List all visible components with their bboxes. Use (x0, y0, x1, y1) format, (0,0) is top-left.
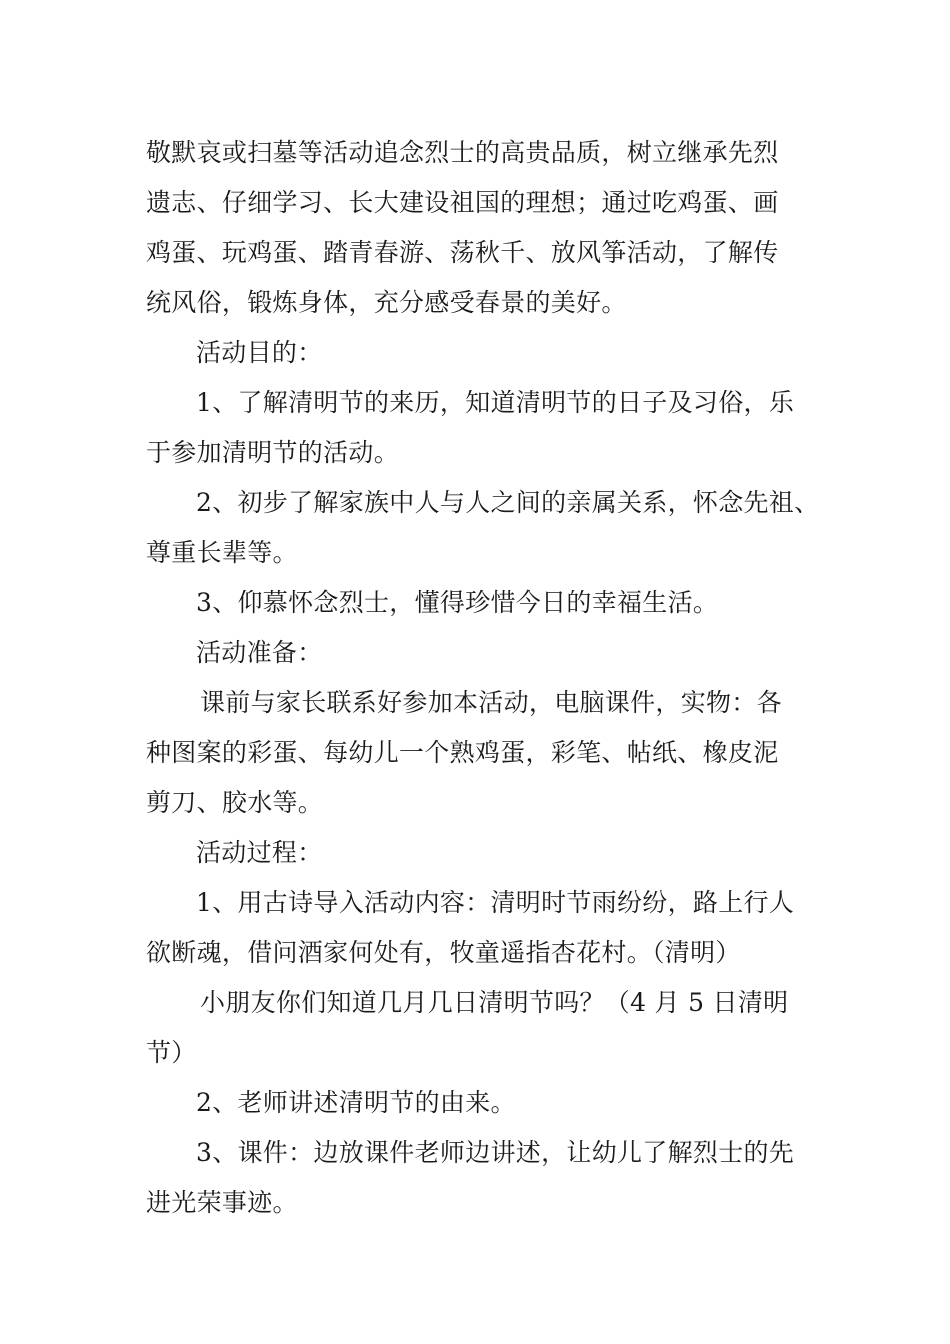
list-item: 2、初步了解家族中人与人之间的亲属关系，怀念先祖、 (196, 488, 820, 517)
section-heading-process: 活动过程： (196, 838, 323, 867)
paragraph-line: 课前与家长联系好参加本活动，电脑课件，实物：各 (200, 688, 782, 717)
section-heading-preparation: 活动准备： (196, 638, 323, 667)
paragraph-line: 遗志、仔细学习、长大建设祖国的理想；通过吃鸡蛋、画 (146, 188, 779, 217)
list-item-continuation: 于参加清明节的活动。 (146, 438, 400, 467)
section-heading-objectives: 活动目的： (196, 338, 323, 367)
document-body (146, 128, 836, 1228)
list-item: 1、用古诗导入活动内容：清明时节雨纷纷，路上行人 (196, 888, 795, 917)
paragraph-line: 种图案的彩蛋、每幼儿一个熟鸡蛋，彩笔、帖纸、橡皮泥 (146, 738, 779, 767)
paragraph-line: 小朋友你们知道几月几日清明节吗？（4 月 5 日清明 (200, 988, 789, 1017)
list-item: 2、老师讲述清明节的由来。 (196, 1088, 516, 1117)
paragraph-line: 节） (146, 1038, 197, 1067)
list-item: 1、了解清明节的来历，知道清明节的日子及习俗，乐 (196, 388, 795, 417)
list-item-continuation: 进光荣事迹。 (146, 1188, 298, 1217)
list-item-continuation: 欲断魂，借问酒家何处有，牧童遥指杏花村。（清明） (146, 938, 741, 967)
list-item-continuation: 尊重长辈等。 (146, 538, 298, 567)
paragraph-line: 鸡蛋、玩鸡蛋、踏青春游、荡秋千、放风筝活动，了解传 (146, 238, 779, 267)
list-item: 3、课件：边放课件老师边讲述，让幼儿了解烈士的先 (196, 1138, 795, 1167)
paragraph-line: 敬默哀或扫墓等活动追念烈士的高贵品质，树立继承先烈 (146, 138, 779, 167)
paragraph-line: 剪刀、胶水等。 (146, 788, 324, 817)
list-item: 3、仰慕怀念烈士，懂得珍惜今日的幸福生活。 (196, 588, 719, 617)
paragraph-line: 统风俗，锻炼身体，充分感受春景的美好。 (146, 288, 627, 317)
